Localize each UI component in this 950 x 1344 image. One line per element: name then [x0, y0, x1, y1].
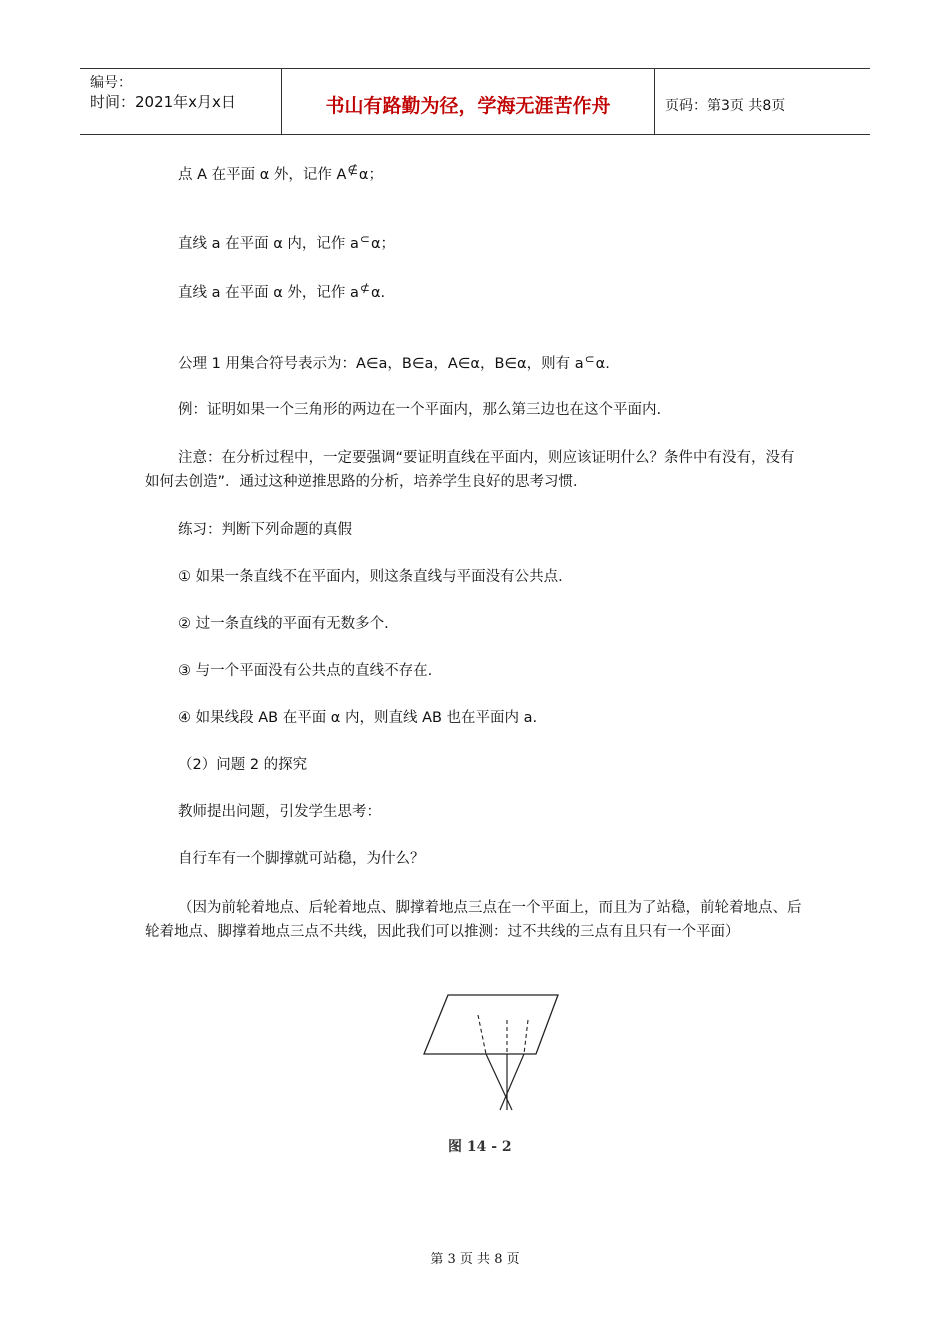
hidden-line-3 — [524, 1020, 528, 1054]
document-number-label: 编号： — [90, 75, 132, 91]
plane-lines-figure — [418, 990, 566, 1120]
text: 直线 a 在平面 α 内，记作 a — [178, 236, 359, 252]
header-left-cell — [80, 69, 282, 134]
document-date-label: 时间：2021年x月x日 — [90, 93, 236, 111]
line-point-outside-plane — [178, 163, 383, 187]
text: α； — [358, 167, 383, 183]
text: α. — [595, 356, 610, 372]
plane-parallelogram — [424, 995, 558, 1054]
line-outside-plane — [178, 281, 385, 305]
header-right-cell — [655, 69, 870, 134]
exercise-item-3: ③ 与一个平面没有公共点的直线不存在. — [178, 663, 433, 679]
example-paragraph: 例：证明如果一个三角形的两边在一个平面内，那么第三边也在这个平面内. — [178, 402, 662, 418]
subset-symbol: ⊂ — [359, 232, 370, 246]
text: 公理 1 用集合符号表示为：A∈a，B∈a，A∈α，B∈α，则有 a — [178, 356, 584, 372]
text: α. — [370, 285, 386, 301]
subset-symbol: ⊂ — [584, 352, 595, 366]
answer-paragraph: （因为前轮着地点、后轮着地点、脚撑着地点三点在一个平面上，而且为了站稳，前轮着地点、后轮着地点、脚撑着地点三点不共线，因此我们可以推测：过不共线的三点有且只有一个平面） — [145, 900, 802, 940]
axiom-1-notation — [178, 352, 610, 376]
text: α； — [370, 236, 395, 252]
visible-line-1 — [486, 1054, 512, 1110]
question-paragraph: 自行车有一个脚撑就可站稳，为什么？ — [178, 851, 425, 867]
page-footer: 第 3 页 共 8 页 — [430, 1252, 520, 1267]
teacher-paragraph: 教师提出问题，引发学生思考： — [178, 804, 381, 820]
exercise-item-1: ① 如果一条直线不在平面内，则这条直线与平面没有公共点. — [178, 569, 563, 585]
exercise-item-4: ④ 如果线段 AB 在平面 α 内，则直线 AB 也在平面内 a. — [178, 710, 538, 726]
hidden-line-1 — [478, 1015, 486, 1054]
figure-caption: 图 14 - 2 — [448, 1139, 512, 1155]
text: 直线 a 在平面 α 外，记作 a — [178, 285, 359, 301]
note-paragraph: 注意：在分析过程中，一定要强调“要证明直线在平面内，则应该证明什么？条件中有没有，没有如何去创造”．通过这种逆推思路的分析，培养学生良好的思考习惯. — [145, 450, 795, 490]
visible-line-3 — [500, 1054, 524, 1110]
header-motto: 书山有路勤为径，学海无涯苦作舟 — [325, 95, 611, 117]
exercise-heading: 练习：判断下列命题的真假 — [178, 522, 352, 538]
page-header — [80, 68, 870, 135]
header-page-label: 页码：第3页 共8页 — [665, 98, 786, 114]
text: 点 A 在平面 α 外，记作 A — [178, 167, 347, 183]
not-subset-symbol: ⊄ — [359, 281, 370, 295]
line-in-plane — [178, 232, 395, 256]
header-center-cell — [282, 69, 655, 134]
section-heading: （2）问题 2 的探究 — [178, 757, 308, 773]
exercise-item-2: ② 过一条直线的平面有无数多个. — [178, 616, 389, 632]
not-element-symbol: ∉ — [347, 163, 358, 177]
